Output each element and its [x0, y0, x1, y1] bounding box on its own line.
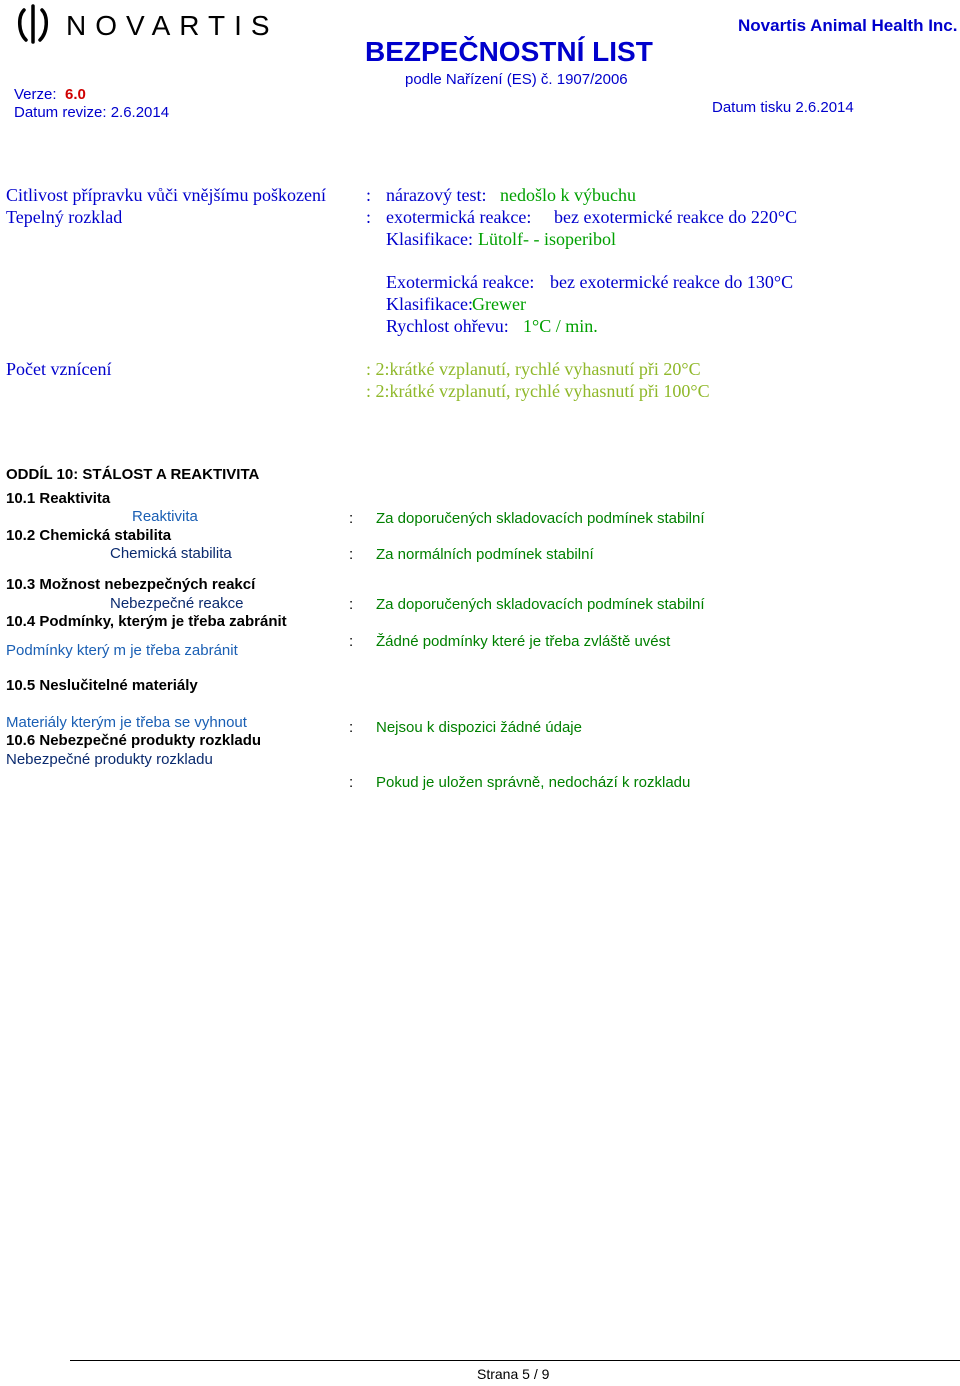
s3-label: Nebezpečné reakce [110, 595, 244, 612]
s2-value: Za normálních podmínek stabilní [376, 546, 594, 563]
sensitivity-key: nárazový test: [386, 185, 487, 205]
s4-heading: 10.4 Podmínky, kterým je třeba zabránit [6, 613, 287, 630]
revision-date: Datum revize: 2.6.2014 [14, 104, 170, 121]
s5-heading: 10.5 Neslučitelné materiály [6, 677, 198, 694]
thermal-label: Tepelný rozklad [6, 207, 123, 227]
s4-value: Žádné podmínky které je třeba zvláště uvést [376, 633, 671, 650]
heating-rate-value: 1°C / min. [523, 316, 598, 336]
exothermic-2-value: bez exotermické reakce do 130°C [550, 272, 794, 292]
s3-heading: 10.3 Možnost nebezpečných reakcí [6, 576, 256, 593]
version-label: Verze: [14, 86, 57, 103]
ignition-label: Počet vznícení [6, 359, 112, 379]
s6-heading: 10.6 Nebezpečné produkty rozkladu [6, 732, 262, 749]
print-date: Datum tisku 2.6.2014 [712, 99, 854, 116]
s6-value: Pokud je uložen správně, nedochází k rozkladu [376, 774, 691, 791]
sensitivity-label: Citlivost přípravku vůči vnějšímu poškození [6, 185, 326, 205]
heating-rate-key: Rychlost ohřevu: [386, 316, 509, 336]
classification-2-key: Klasifikace: [386, 294, 473, 314]
company-name: Novartis Animal Health Inc. [738, 16, 958, 35]
thermal-key: exotermická reakce: [386, 207, 532, 227]
thermal-value: bez exotermické reakce do 220°C [554, 207, 798, 227]
s4-colon: : [349, 633, 354, 650]
s2-label: Chemická stabilita [110, 545, 232, 562]
s2-colon: : [349, 546, 354, 563]
s4-label: Podmínky který m je třeba zabránit [6, 642, 238, 659]
page-number: Strana 5 / 9 [477, 1366, 550, 1382]
sensitivity-value: nedošlo k výbuchu [500, 185, 636, 205]
s6-label: Nebezpečné produkty rozkladu [6, 751, 213, 768]
document-title: BEZPEČNOSTNÍ LIST [365, 36, 653, 67]
classification-1-value: Lütolf- - isoperibol [478, 229, 616, 249]
s5-label: Materiály kterým je třeba se vyhnout [6, 714, 247, 731]
s1-label: Reaktivita [132, 508, 198, 525]
exothermic-2-key: Exotermická reakce: [386, 272, 535, 292]
novartis-logo-icon [14, 4, 52, 44]
ignition-line-2: : 2:krátké vzplanutí, rychlé vyhasnutí při 100°C [366, 381, 710, 401]
classification-2-value: Grewer [472, 294, 526, 314]
sensitivity-colon: : [366, 185, 372, 205]
thermal-colon: : [366, 207, 372, 227]
logo-wordmark: NOVARTIS [66, 10, 279, 41]
ignition-line-1: : 2:krátké vzplanutí, rychlé vyhasnutí při 20°C [366, 359, 701, 379]
regulation-text: podle Nařízení (ES) č. 1907/2006 [405, 71, 628, 88]
s3-colon: : [349, 596, 354, 613]
s2-heading: 10.2 Chemická stabilita [6, 527, 172, 544]
s5-value: Nejsou k dispozici žádné údaje [376, 719, 582, 736]
s1-heading: 10.1 Reaktivita [6, 490, 111, 507]
footer-rule [70, 1360, 960, 1361]
s1-colon: : [349, 510, 354, 527]
s1-value: Za doporučených skladovacích podmínek stabilní [376, 510, 705, 527]
section-title: ODDÍL 10: STÁLOST A REAKTIVITA [6, 466, 260, 483]
s5-colon: : [349, 719, 354, 736]
version-value: 6.0 [65, 86, 86, 103]
classification-1-key: Klasifikace: [386, 229, 473, 249]
s3-value: Za doporučených skladovacích podmínek stabilní [376, 596, 705, 613]
s6-colon: : [349, 774, 354, 791]
